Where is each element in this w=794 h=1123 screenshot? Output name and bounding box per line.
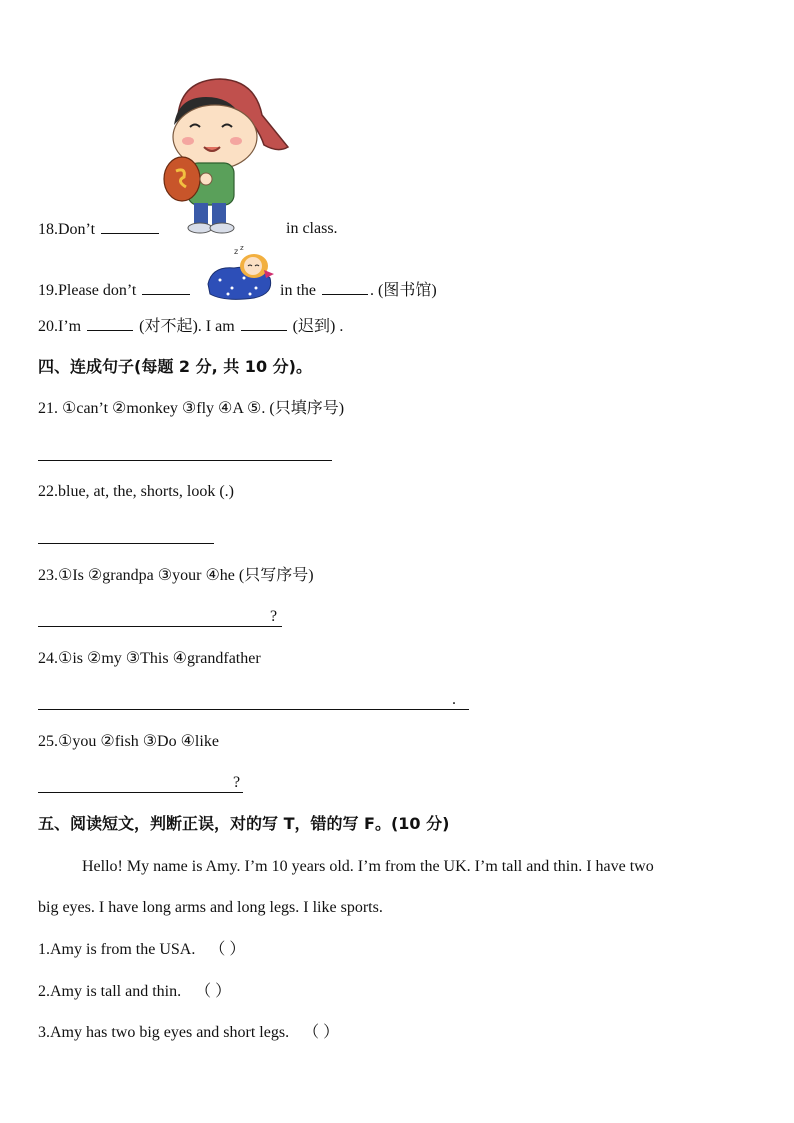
judge-item-1-answer[interactable]: （ ） bbox=[209, 941, 246, 958]
q18-blank[interactable] bbox=[101, 219, 159, 234]
question-21: 21. ①can’t ②monkey ③fly ④A ⑤. (只填序号) bbox=[38, 400, 345, 417]
q19-blank-2[interactable] bbox=[322, 280, 368, 295]
q25-answer-line[interactable] bbox=[38, 792, 243, 793]
judge-item-2-text: 2.Amy is tall and thin. bbox=[38, 983, 182, 1000]
judge-item-1-text: 1.Amy is from the USA. bbox=[38, 941, 196, 958]
passage-line-1: Hello! My name is Amy. I’m 10 years old. I’m from the UK. I’m tall and thin. I have two bbox=[82, 858, 654, 875]
section-4-title: 四、连成句子(每题 2 分, 共 10 分)。 bbox=[38, 357, 312, 376]
svg-text:z: z bbox=[234, 247, 239, 256]
judge-item-3-text: 3.Amy has two big eyes and short legs. bbox=[38, 1024, 290, 1041]
q18-text-before: 18.Don’t bbox=[38, 221, 96, 238]
passage-line-2: big eyes. I have long arms and long legs. I like sports. bbox=[38, 899, 383, 916]
q20-part1: 20.I’m bbox=[38, 318, 82, 335]
q22-answer-line[interactable] bbox=[38, 543, 214, 544]
section-5-title: 五、阅读短文，判断正误，对的写 T，错的写 F。(10 分) bbox=[38, 814, 450, 833]
judge-item-3 bbox=[38, 1023, 339, 1043]
q20-part2: (对不起). I am bbox=[139, 318, 235, 335]
question-25: 25.①you ②fish ③Do ④like bbox=[38, 733, 219, 750]
judge-item-1 bbox=[38, 940, 245, 960]
q25-end-mark: ? bbox=[233, 774, 241, 791]
q20-blank-1[interactable] bbox=[87, 316, 133, 331]
q19-rest bbox=[280, 280, 437, 301]
question-18 bbox=[38, 219, 161, 240]
q23-end-mark: ? bbox=[270, 608, 278, 625]
q24-answer-line[interactable] bbox=[38, 709, 469, 710]
sleeping-girl-icon bbox=[204, 244, 276, 302]
svg-text:z: z bbox=[240, 244, 244, 252]
q20-part3: (迟到) . bbox=[292, 318, 344, 335]
judge-item-2 bbox=[38, 982, 231, 1002]
q18-text-after: in class. bbox=[286, 220, 338, 237]
judge-item-2-answer[interactable]: （ ） bbox=[195, 983, 232, 1000]
question-23: 23.①Is ②grandpa ③your ④he (只写序号) bbox=[38, 567, 314, 584]
q23-answer-line[interactable] bbox=[38, 626, 282, 627]
q19-text-middle: in the bbox=[280, 282, 316, 299]
question-20 bbox=[38, 316, 343, 337]
q20-blank-2[interactable] bbox=[241, 316, 287, 331]
q19-text-before: 19.Please don’t bbox=[38, 282, 137, 299]
q19-blank-1[interactable] bbox=[142, 280, 190, 295]
boy-eating-icon bbox=[160, 75, 290, 235]
question-22: 22.blue, at, the, shorts, look (.) bbox=[38, 483, 234, 500]
question-19 bbox=[38, 280, 192, 301]
question-24: 24.①is ②my ③This ④grandfather bbox=[38, 650, 261, 667]
judge-item-3-answer[interactable]: （ ） bbox=[303, 1024, 340, 1041]
q21-answer-line[interactable] bbox=[38, 460, 332, 461]
q24-end-mark: . bbox=[452, 691, 456, 708]
q19-text-after: . (图书馆) bbox=[370, 282, 437, 299]
